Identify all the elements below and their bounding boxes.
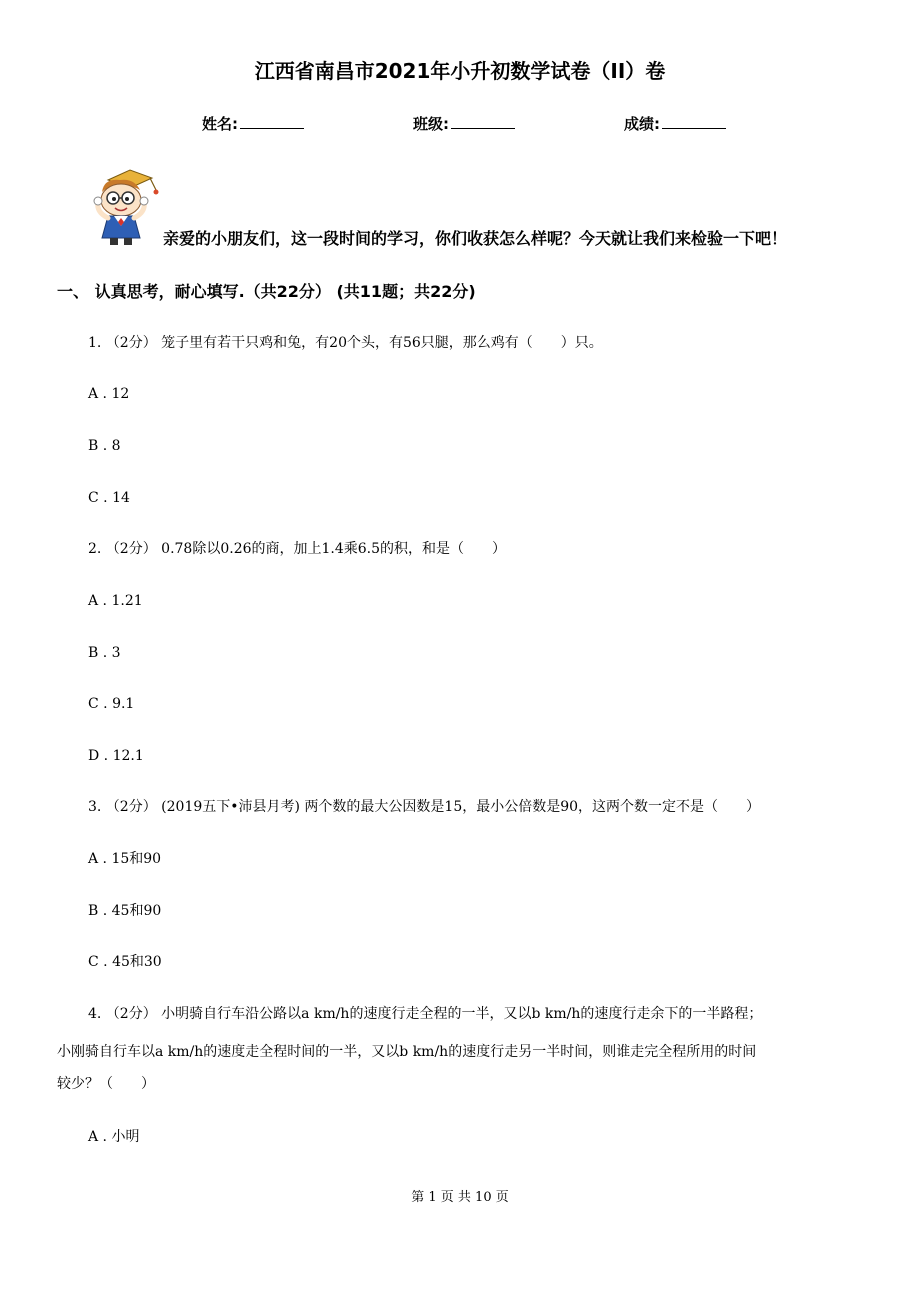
question-2-stem: 2. （2分） 0.78除以0.26的商，加上1.4乘6.5的积，和是（ ）: [88, 541, 507, 557]
student-info-row: [0, 113, 920, 137]
question-3-option-c: C . 45和30: [88, 954, 162, 970]
mascot-icon: [86, 166, 164, 246]
question-1-stem: 1. （2分） 笼子里有若干只鸡和兔，有20个头，有56只腿，那么鸡有（ ）只。: [88, 335, 603, 351]
question-3-option-b: B . 45和90: [88, 903, 162, 919]
name-label: 姓名:: [202, 115, 238, 133]
question-4-option-a: A . 小明: [88, 1129, 140, 1145]
score-label: 成绩:: [624, 115, 660, 133]
greeting-text: 亲爱的小朋友们，这一段时间的学习，你们收获怎么样呢？今天就让我们来检验一下吧！: [163, 229, 788, 248]
question-3-stem: 3. （2分） (2019五下•沛县月考) 两个数的最大公因数是15，最小公倍数是90，这两个数一定不是（ ）: [88, 799, 761, 815]
question-3-option-a: A . 15和90: [88, 851, 162, 867]
score-blank: [662, 113, 726, 129]
question-4-stem-line-2: 小刚骑自行车以a km/h的速度走全程时间的一半，又以b km/h的速度行走另一半时间，则谁走完全程所用的时间: [57, 1044, 757, 1060]
exam-title: 江西省南昌市2021年小升初数学试卷（II）卷: [254, 59, 666, 83]
name-blank: [240, 113, 304, 129]
class-field: [413, 113, 515, 134]
question-1-option-a: A . 12: [88, 386, 130, 402]
question-1-option-b: B . 8: [88, 438, 121, 454]
score-field: [624, 113, 726, 134]
question-2-option-b: B . 3: [88, 645, 121, 661]
question-2-option-a: A . 1.21: [88, 593, 143, 609]
question-1-option-c: C . 14: [88, 490, 130, 506]
class-label: 班级:: [413, 115, 449, 133]
question-2-option-c: C . 9.1: [88, 696, 135, 712]
section-title: 一、 认真思考，耐心填写.（共22分） (共11题；共22分): [57, 282, 476, 301]
page-footer: 第 1 页 共 10 页: [411, 1190, 509, 1205]
name-field: [202, 113, 304, 134]
question-4-stem-line-1: 4. （2分） 小明骑自行车沿公路以a km/h的速度行走全程的一半，又以b km/h的速度行走余下的一半路程；: [88, 1006, 763, 1022]
question-2-option-d: D . 12.1: [88, 748, 144, 764]
class-blank: [451, 113, 515, 129]
question-4-stem-line-3: 较少？（ ）: [57, 1076, 155, 1092]
